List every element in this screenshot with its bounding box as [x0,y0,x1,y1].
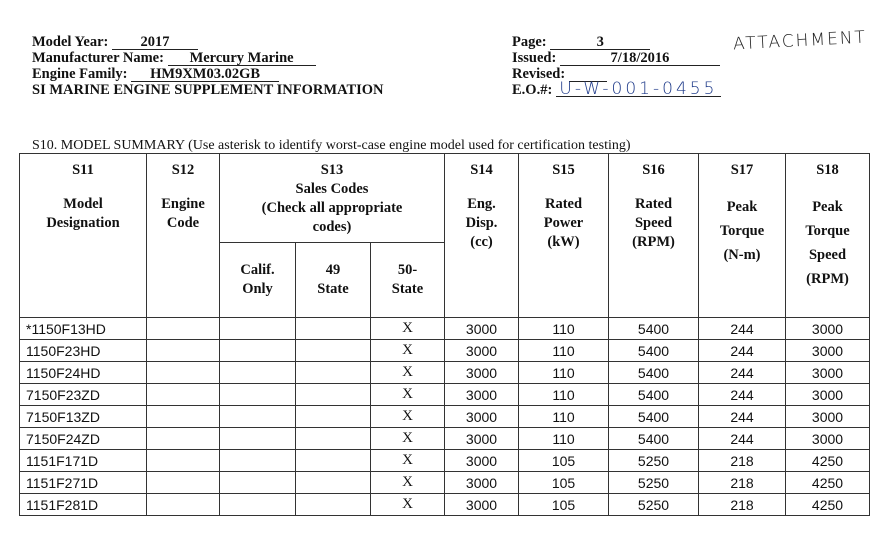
displacement-cell: 3000 [445,384,519,406]
calif-only-cell [220,362,296,384]
s17-label2: Torque [719,223,765,239]
rated-power-cell: 110 [519,384,609,406]
displacement-cell: 3000 [445,494,519,516]
rated-power-cell: 105 [519,494,609,516]
rated-speed-cell: 5400 [609,428,699,450]
s12-code: S12 [171,162,195,178]
rated-speed-cell: 5400 [609,340,699,362]
page-line [512,34,721,50]
s14-label1: Eng. [467,196,496,212]
state-49-cell [296,406,371,428]
model-cell: 1151F271D [20,472,147,494]
s14-label3: (cc) [470,234,493,250]
manufacturer-line [32,50,384,66]
s11-label1: Model [63,196,103,212]
revised-label: Revised: [512,66,566,82]
table-body [20,318,870,516]
header-right-block [512,34,721,98]
rated-speed-cell: 5400 [609,318,699,340]
s16-label2: Speed [634,215,673,231]
calif-only-cell [220,494,296,516]
peak-torque-cell: 244 [699,340,786,362]
state-50-cell: X [371,472,445,494]
issued-value: 7/18/2016 [560,51,720,66]
s17-code: S17 [730,162,754,178]
model-cell: 7150F23ZD [20,384,147,406]
eo-line [512,79,721,99]
engine-code-cell [147,472,220,494]
table-row [20,318,870,340]
engine-family-label: Engine Family: [32,66,128,82]
rated-speed-cell: 5250 [609,494,699,516]
peak-torque-speed-cell: 3000 [786,340,870,362]
rated-power-cell: 110 [519,340,609,362]
peak-torque-speed-cell: 3000 [786,318,870,340]
s13-label2: (Check all appropriate [261,200,403,216]
header-s13-50state [371,243,445,318]
s15-label1: Rated [544,196,583,212]
rated-power-cell: 110 [519,428,609,450]
engine-code-cell [147,450,220,472]
s13-label1: Sales Codes [295,181,369,197]
table-row [20,472,870,494]
s13-code: S13 [320,162,344,178]
header-s11 [20,154,147,318]
peak-torque-speed-cell: 3000 [786,428,870,450]
issued-label: Issued: [512,50,557,66]
peak-torque-cell: 244 [699,362,786,384]
page-label: Page: [512,34,547,50]
table-header-row-1 [20,154,870,243]
manufacturer-label: Manufacturer Name: [32,50,164,66]
header-s13-49state [296,243,371,318]
peak-torque-cell: 244 [699,384,786,406]
s16-label3: (RPM) [632,234,675,250]
state-49-cell [296,428,371,450]
state-49-cell [296,450,371,472]
eo-number-handwritten: U-W-001-0455 [556,82,721,97]
s17-label1: Peak [726,199,758,215]
state50-label1: 50- [397,262,418,278]
s13-label3: codes) [312,219,352,235]
rated-power-cell: 105 [519,472,609,494]
model-summary-table [19,153,870,516]
header-s18 [786,154,870,318]
engine-family-value: HM9XM03.02GB [131,67,279,82]
table-row [20,494,870,516]
state49-label1: 49 [325,262,341,278]
rated-speed-cell: 5400 [609,406,699,428]
model-cell: 1150F24HD [20,362,147,384]
displacement-cell: 3000 [445,340,519,362]
page-value: 3 [550,35,650,50]
header-s12 [147,154,220,318]
engine-code-cell [147,406,220,428]
peak-torque-speed-cell: 3000 [786,406,870,428]
table-row [20,362,870,384]
state-50-cell: X [371,340,445,362]
engine-family-line [32,66,384,82]
calif-only-cell [220,340,296,362]
header-left-block [32,34,384,98]
s18-label3: Speed [808,247,847,263]
calif-only-cell [220,450,296,472]
state-50-cell: X [371,450,445,472]
displacement-cell: 3000 [445,450,519,472]
s11-label2: Designation [46,215,120,231]
engine-code-cell [147,384,220,406]
state-50-cell: X [371,318,445,340]
attachment-handwritten-stamp: ATTACHMENT [732,27,868,55]
state50-label2: State [391,281,424,297]
issued-line [512,50,721,66]
s14-code: S14 [470,162,493,178]
rated-power-cell: 110 [519,362,609,384]
s16-code: S16 [642,162,665,178]
s18-label1: Peak [812,199,843,215]
s16-label1: Rated [634,196,673,212]
s18-code: S18 [816,162,839,178]
s15-code: S15 [552,162,575,178]
displacement-cell: 3000 [445,362,519,384]
s18-label2: Torque [805,223,850,239]
model-year-value: 2017 [112,35,198,50]
state-50-cell: X [371,384,445,406]
table-row [20,340,870,362]
peak-torque-cell: 218 [699,450,786,472]
displacement-cell: 3000 [445,472,519,494]
peak-torque-cell: 218 [699,494,786,516]
model-cell: 1151F171D [20,450,147,472]
s12-label1: Engine [161,196,205,212]
state-50-cell: X [371,362,445,384]
state-49-cell [296,318,371,340]
state-50-cell: X [371,428,445,450]
engine-code-cell [147,494,220,516]
engine-code-cell [147,340,220,362]
model-cell: *1150F13HD [20,318,147,340]
table-row [20,450,870,472]
state-49-cell [296,472,371,494]
calif-label1: Calif. [240,262,275,278]
s11-code: S11 [72,162,94,178]
header-s13-calif [220,243,296,318]
state49-label2: State [317,281,349,297]
calif-label2: Only [242,281,273,297]
state-49-cell [296,340,371,362]
displacement-cell: 3000 [445,428,519,450]
manufacturer-value: Mercury Marine [168,51,316,66]
engine-code-cell [147,362,220,384]
s18-label4: (RPM) [806,271,849,287]
header-s14 [445,154,519,318]
s12-label2: Code [166,215,200,231]
state-49-cell [296,494,371,516]
peak-torque-speed-cell: 4250 [786,494,870,516]
model-year-label: Model Year: [32,34,109,50]
displacement-cell: 3000 [445,318,519,340]
supplement-title: SI MARINE ENGINE SUPPLEMENT INFORMATION [32,82,384,98]
s17-label3: (N-m) [723,247,761,263]
model-cell: 1150F23HD [20,340,147,362]
peak-torque-speed-cell: 4250 [786,472,870,494]
rated-power-cell: 110 [519,318,609,340]
calif-only-cell [220,472,296,494]
peak-torque-speed-cell: 3000 [786,384,870,406]
model-cell: 1151F281D [20,494,147,516]
header-s17 [699,154,786,318]
peak-torque-cell: 218 [699,472,786,494]
rated-power-cell: 105 [519,450,609,472]
section-title: S10. MODEL SUMMARY (Use asterisk to identify worst-case engine model used for certification testing) [32,138,631,153]
model-cell: 7150F24ZD [20,428,147,450]
eo-label: E.O.#: [512,82,553,98]
rated-speed-cell: 5250 [609,450,699,472]
s15-label2: Power [543,215,584,231]
header-s15 [519,154,609,318]
calif-only-cell [220,406,296,428]
rated-power-cell: 110 [519,406,609,428]
model-cell: 7150F13ZD [20,406,147,428]
model-year-line [32,34,384,50]
engine-code-cell [147,318,220,340]
peak-torque-cell: 244 [699,428,786,450]
table-row [20,406,870,428]
engine-code-cell [147,428,220,450]
calif-only-cell [220,428,296,450]
peak-torque-speed-cell: 3000 [786,362,870,384]
calif-only-cell [220,318,296,340]
peak-torque-cell: 244 [699,406,786,428]
state-49-cell [296,384,371,406]
header-s13 [220,154,445,243]
state-49-cell [296,362,371,384]
rated-speed-cell: 5250 [609,472,699,494]
state-50-cell: X [371,494,445,516]
header-s16 [609,154,699,318]
rated-speed-cell: 5400 [609,384,699,406]
calif-only-cell [220,384,296,406]
s15-label3: (kW) [547,234,580,250]
peak-torque-speed-cell: 4250 [786,450,870,472]
state-50-cell: X [371,406,445,428]
s14-label2: Disp. [465,215,498,231]
table-row [20,428,870,450]
displacement-cell: 3000 [445,406,519,428]
peak-torque-cell: 244 [699,318,786,340]
table-row [20,384,870,406]
rated-speed-cell: 5400 [609,362,699,384]
